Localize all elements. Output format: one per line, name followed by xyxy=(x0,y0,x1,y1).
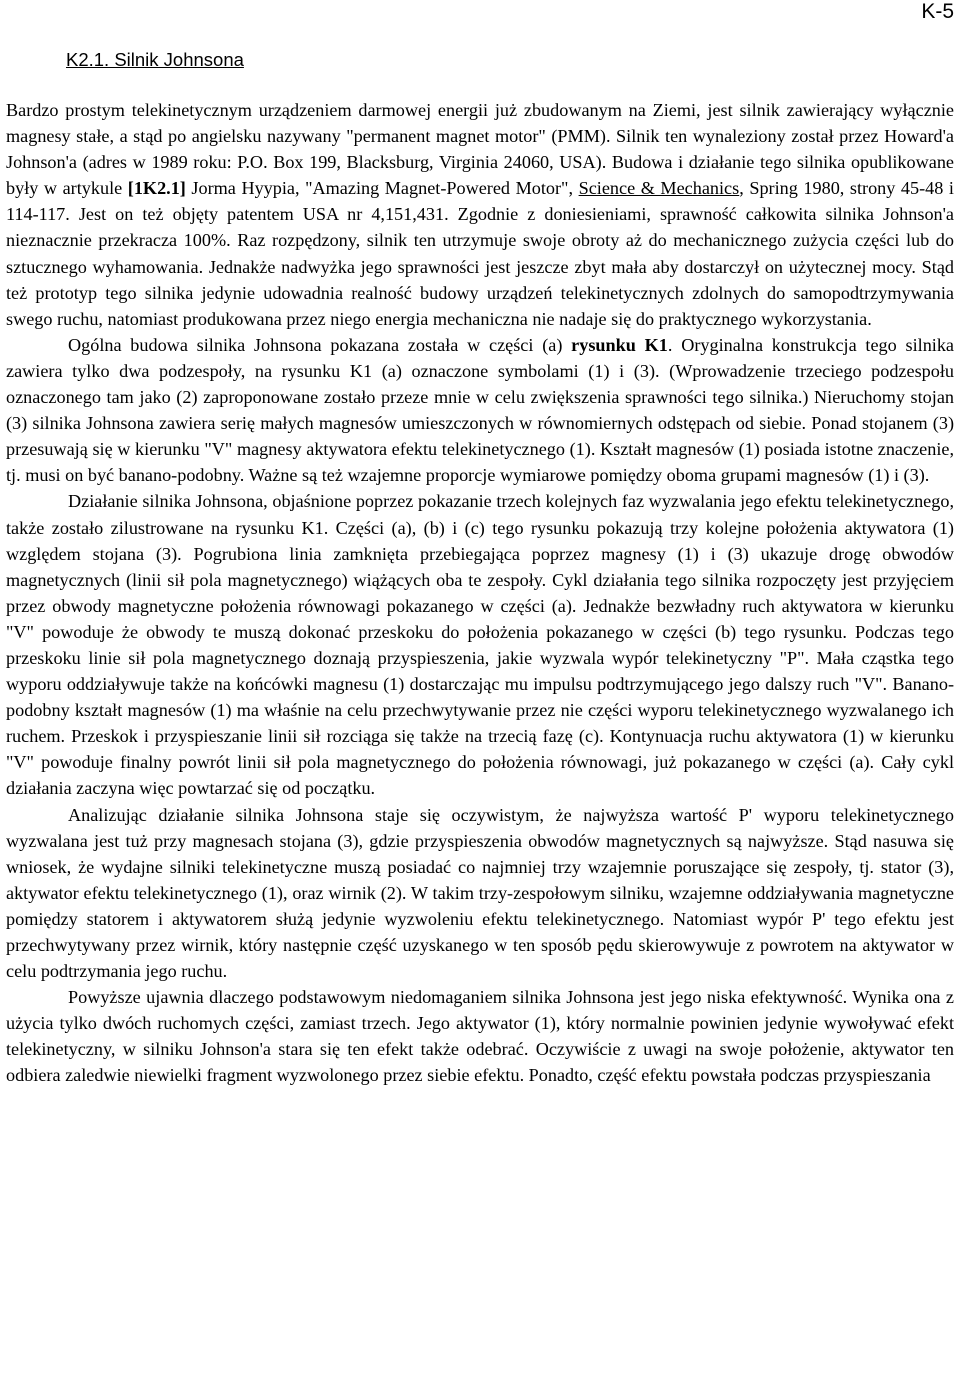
text-run: Jorma Hyypia, "Amazing Magnet-Powered Motor", xyxy=(185,178,579,199)
paragraph xyxy=(6,488,954,801)
text-run: Ogólna budowa silnika Johnsona pokazana została w części (a) xyxy=(68,334,572,355)
text-run: Działanie silnika Johnsona, objaśnione poprzez pokazanie trzech kolejnych faz wyzwalania jego efektu telekinetycznego, także zostało zilustrowane na rysunku K1. Części (a), (b) i (c) tego rysunku pokazują trzy kolejne położenia aktywatora (1) względem stojana (3). Pogrubiona linia zamknięta przebiegająca poprzez magnesy (1) i (3) ukazuje drogę obwodów magnetycznych (linii sił pola magnetycznego) wiążących oba te zespoły. Cykl działania tego silnika rozpoczęty jest przyjęciem przez obwody magnetyczne położenia równowagi pokazanego w części (a). Jednakże bezwładny ruch aktywatora w kierunku "V" powoduje że obwody te muszą dokonać przeskoku do położenia pokazanego w części (b) tego rysunku. Podczas tego przeskoku linie sił pola magnetycznego doznają przyspieszenia, jakie wyzwala wypór telekinetyczny "P". Mała cząstka tego wyporu oddziaływuje także na końcówki magnesu (1) dostarczając mu impulsu podtrzymującego jego dalszy ruch "V". Banano-podobny kształt magnesów (1) ma właśnie na celu przechwytywanie przez nie części wyporu telekinetycznego wyzwalanego ich ruchem. Przeskok i przyspieszanie linii sił rozciąga się także na trzecią fazę (c). Kontynuacja ruchu aktywatora (1) w kierunku "V" powoduje finalny powrót linii sił pola magnetycznego do położenia równowagi, już pokazanego w części (a). Cały cykl działania zaczyna więc powtarzać się od początku. xyxy=(6,491,954,799)
underlined-text: Science & Mechanics xyxy=(578,178,740,199)
paragraph xyxy=(6,97,954,332)
text-run: Bardzo prostym telekinetycznym urządzeniem darmowej energii już zbudowanym na Ziemi, jest silnik zawierający wyłącznie magnesy stałe, a stąd po angielsku nazywany "permanent magnet motor" (PMM). Silnik ten wynaleziony został przez Howard'a Johnson'a (adres w 1989 roku: P.O. Box 199, Blacksburg, Virginia 24060, USA). Budowa i działanie tego silnika opublikowane były w artykule xyxy=(6,100,954,199)
text-run: , Spring 1980, strony 45-48 i 114-117. Jest on też objęty patentem USA nr 4,151,431. Zgodnie z doniesieniami, sprawność całkowita silnika Johnson'a nieznacznie przekracza 100%. Raz rozpędzony, silnik ten utrzymuje swoje obroty aż do mechanicznego zużycia części lub do sztucznego wyhamowania. Jednakże nadwyżka jego sprawności jest jeszcze zbyt mała aby dostarczył on użytecznej mocy. Stąd też prototyp tego silnika jedynie udowadnia realność budowy urządzeń telekinetycznych zdolnych do samopodtrzymywania swego ruchu, natomiast produkowana przez niego energia mechaniczna nie nadaje się do praktycznego wykorzystania. xyxy=(6,178,954,329)
bold-text: rysunku K1 xyxy=(571,334,668,355)
bold-text: [1K2.1] xyxy=(127,178,186,199)
text-run: Analizując działanie silnika Johnsona staje się oczywistym, że najwyższa wartość P' wyporu telekinetycznego wyzwalana jest tuż przy magnesach stojana (3), gdzie przyspieszenia obwodów magnetycznych są najwyższe. Stąd nasuwa się wniosek, że wydajne silniki telekinetyczne muszą posiadać co najmniej trzy wzajemnie poruszające się zespoły, tj. stator (3), aktywator efektu telekinetycznego (1), oraz wirnik (2). W takim trzy-zespołowym silniku, wzajemne oddziaływania magnetyczne pomiędzy statorem i aktywatorem służą jedynie wyzwoleniu efektu telekinetycznego. Natomiast wypór P' tego efektu jest przechwytywany przez wirnik, który następnie część uzyskanego w ten sposób pędu skierowywuje z powrotem na aktywator w celu podtrzymania jego ruchu. xyxy=(6,804,954,982)
text-run: . Oryginalna konstrukcja tego silnika zawiera tylko dwa podzespoły, na rysunku K1 (a) oznaczone symbolami (1) i (3). (Wprowadzenie trzeciego podzespołu oznaczonego tam jako (2) zaproponowane zostało przeze mnie w celu zwiększenia sprawności tego silnika.) Nieruchomy stojan (3) silnika Johnsona zawiera serię małych magnesów umieszczonych w równomiernych odstępach od siebie. Ponad stojanem (3) przesuwają się w kierunku "V" magnesy aktywatora efektu telekinetycznego (1). Kształt magnesów (1) posiada istotne znaczenie, tj. musi on być banano-podobny. Ważne są też wzajemne proporcje wymiarowe pomiędzy oboma grupami magnesów (1) i (3). xyxy=(6,334,955,486)
paragraph xyxy=(6,332,954,489)
section-title xyxy=(66,48,244,72)
section-title-text: K2.1. Silnik Johnsona xyxy=(66,49,244,70)
article-body xyxy=(6,97,954,1089)
text-run: Powyższe ujawnia dlaczego podstawowym niedomaganiem silnika Johnsona jest jego niska efektywność. Wynika ona z użycia tylko dwóch ruchomych części, zamiast trzech. Jego aktywator (1), który normalnie powinien jedynie wywoływać efekt telekinetyczny, w silniku Johnson'a stara się ten efekt także odebrać. Oczywiście z uwagi na swoje położenie, aktywator ten odbiera zaledwie niewielki fragment wyzwolonego przez siebie efektu. Ponadto, część efektu powstała podczas przyspieszania xyxy=(6,987,954,1086)
paragraph xyxy=(6,802,954,985)
paragraph xyxy=(6,984,954,1088)
page-label: K-5 xyxy=(921,0,954,23)
